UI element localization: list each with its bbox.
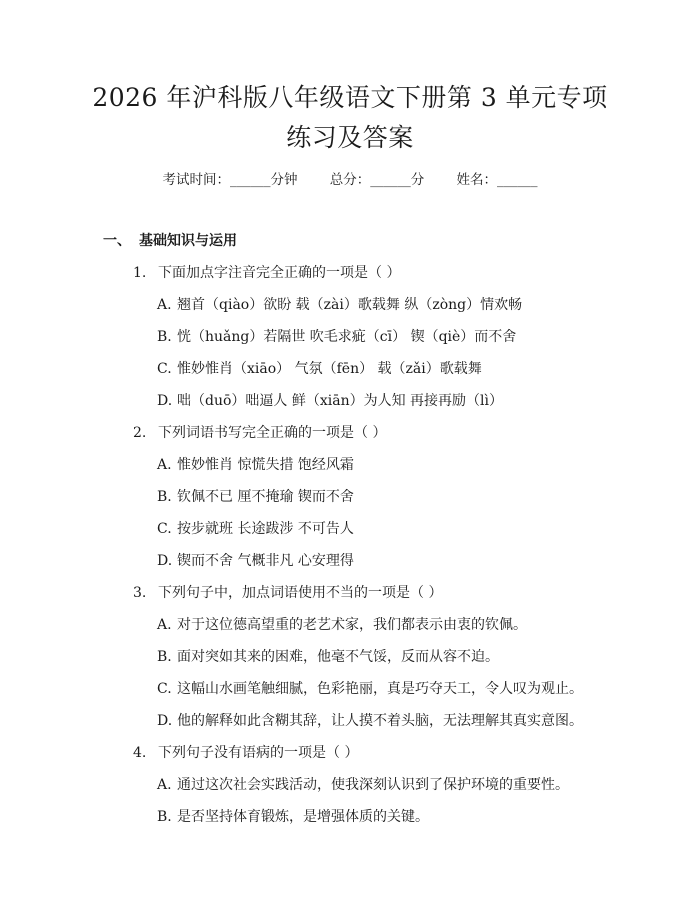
option-text: 按步就班 长途跋涉 不可告人 (177, 521, 354, 537)
option-letter: B. (157, 809, 172, 825)
option-text: 对于这位德高望重的老艺术家，我们都表示由衷的钦佩。 (177, 617, 527, 633)
q1-option-a (157, 294, 522, 314)
question-number: 2. (133, 425, 147, 441)
question-number: 4. (133, 745, 147, 761)
q3-option-a (157, 614, 527, 634)
option-letter: C. (157, 361, 172, 377)
question-text: 下面加点字注音完全正确的一项是（ ） (158, 265, 401, 281)
q1-option-b (157, 326, 516, 346)
q3-option-d (157, 710, 583, 730)
q1-option-d (157, 390, 503, 410)
option-text: 面对突如其来的困难，他毫不气馁，反而从容不迫。 (177, 649, 499, 665)
q4-option-a (157, 774, 569, 794)
q1-option-c (157, 358, 482, 378)
option-letter: B. (157, 649, 172, 665)
option-letter: D. (157, 713, 173, 729)
q2-option-a (157, 454, 354, 474)
question-3 (133, 582, 442, 602)
option-text: 咄（duō）咄逼人 鲜（xiān）为人知 再接再励（lì） (177, 393, 503, 409)
question-number: 1. (133, 265, 147, 281)
option-text: 锲而不舍 气概非凡 心安理得 (177, 553, 354, 569)
exam-time: 考试时间：______分钟 (162, 172, 298, 188)
option-letter: A. (157, 297, 172, 313)
student-name: 姓名：______ (456, 172, 538, 188)
section-heading (103, 230, 237, 250)
page-title (0, 78, 700, 158)
q2-option-b (157, 486, 354, 506)
question-1 (133, 262, 400, 282)
option-letter: D. (157, 553, 173, 569)
option-letter: A. (157, 457, 172, 473)
option-text: 通过这次社会实践活动，使我深刻认识到了保护环境的重要性。 (177, 777, 569, 793)
question-2 (133, 422, 386, 442)
option-letter: B. (157, 329, 172, 345)
option-text: 恍（huǎng）若隔世 吹毛求疵（cī） 锲（qiè）而不舍 (177, 329, 517, 345)
q2-option-d (157, 550, 354, 570)
option-text: 翘首（qiào）欲盼 载（zài）歌载舞 纵（zòng）情欢畅 (177, 297, 523, 313)
section-number: 一、 (103, 233, 131, 249)
exam-meta (0, 168, 700, 188)
q2-option-c (157, 518, 354, 538)
title-line-2: 练习及答案 (286, 123, 414, 152)
option-letter: A. (157, 777, 172, 793)
question-text: 下列句子中，加点词语使用不当的一项是（ ） (158, 585, 443, 601)
question-number: 3. (133, 585, 147, 601)
exam-score: 总分：______分 (329, 172, 425, 188)
question-text: 下列句子没有语病的一项是（ ） (158, 745, 359, 761)
option-text: 他的解释如此含糊其辞，让人摸不着头脑，无法理解其真实意图。 (177, 713, 583, 729)
option-text: 惟妙惟肖 惊慌失措 饱经风霜 (177, 457, 354, 473)
option-letter: A. (157, 617, 172, 633)
question-4 (133, 742, 358, 762)
option-text: 惟妙惟肖（xiāo） 气氛（fēn） 载（zǎi）歌载舞 (177, 361, 482, 377)
q4-option-b (157, 806, 429, 826)
option-letter: D. (157, 393, 173, 409)
option-text: 这幅山水画笔触细腻，色彩艳丽，真是巧夺天工，令人叹为观止。 (177, 681, 583, 697)
option-letter: B. (157, 489, 172, 505)
option-letter: C. (157, 521, 172, 537)
option-letter: C. (157, 681, 172, 697)
title-line-1: 2026 年沪科版八年级语文下册第 3 单元专项 (92, 83, 608, 112)
q3-option-c (157, 678, 583, 698)
section-title: 基础知识与运用 (139, 233, 237, 249)
option-text: 钦佩不已 厘不掩瑜 锲而不舍 (177, 489, 354, 505)
question-text: 下列词语书写完全正确的一项是（ ） (158, 425, 387, 441)
option-text: 是否坚持体育锻炼，是增强体质的关键。 (177, 809, 429, 825)
q3-option-b (157, 646, 499, 666)
